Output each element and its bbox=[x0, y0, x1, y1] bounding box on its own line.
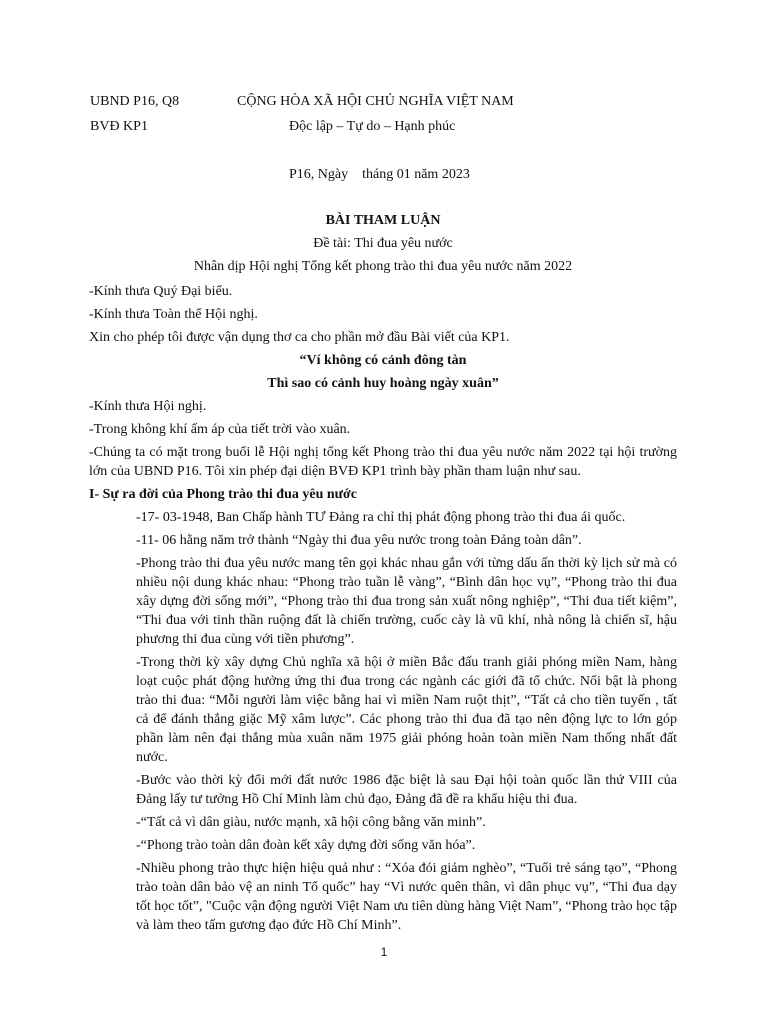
section-1-paragraph: -Trong thời kỳ xây dựng Chủ nghĩa xã hội ở miền Bắc đấu tranh giải phóng miền Nam, hàng loạt cuộc phát động hưởng ứng thi đua trong các ngành các giới đã tổ chức. Nổi bật là phong trào thi đua: “Mỗi người làm việc bằng hai vì miền Nam ruột thịt”, “Tất cả cho tiền tuyến , tất cả để đánh thắng giặc Mỹ xâm lược”. Các phong trào thi đua đã tạo nên động lực to lớn góp phần làm nên đại thắng mùa xuân năm 1975 giải phóng hoàn toàn miền Nam thống nhất đất nước. bbox=[136, 655, 677, 765]
document-body bbox=[89, 211, 677, 939]
greeting-2: -Kính thưa Toàn thể Hội nghị. bbox=[89, 307, 258, 322]
section-1-paragraph: -“Tất cả vì dân giàu, nước mạnh, xã hội công bằng văn minh”. bbox=[136, 815, 486, 830]
intro-text: Xin cho phép tôi được vận dụng thơ ca cho phần mở đầu Bài viết của KP1. bbox=[89, 330, 510, 345]
section-1-body bbox=[89, 508, 677, 935]
poem-line-1: “Ví không có cảnh đông tàn bbox=[299, 353, 467, 368]
greeting-1: -Kính thưa Quý Đại biểu. bbox=[89, 284, 233, 299]
document-date: P16, Ngày tháng 01 năm 2023 bbox=[289, 167, 470, 182]
document-occasion: Nhân dịp Hội nghị Tổng kết phong trào thi đua yêu nước năm 2022 bbox=[193, 259, 573, 274]
opening-3: -Chúng ta có mặt trong buổi lễ Hội nghị tổng kết Phong trào thi đua yêu nước năm 2022 tại hội trường lớn của UBND P16. Tôi xin phép đại diện BVĐ KP1 trình bày phần tham luận như sau. bbox=[89, 445, 677, 479]
opening-1: -Kính thưa Hội nghị. bbox=[89, 399, 207, 414]
section-1-paragraph: -“Phong trào toàn dân đoàn kết xây dựng đời sống văn hóa”. bbox=[136, 838, 476, 853]
national-motto: Độc lập – Tự do – Hạnh phúc bbox=[289, 119, 456, 134]
issuer-line-2: BVĐ KP1 bbox=[90, 119, 148, 134]
document-subject: Đề tài: Thi đua yêu nước bbox=[313, 236, 453, 251]
section-1-paragraph: -11- 06 hằng năm trở thành “Ngày thi đua yêu nước trong toàn Đảng toàn dân”. bbox=[136, 533, 582, 548]
section-1-paragraph: -Bước vào thời kỳ đổi mới đất nước 1986 đặc biệt là sau Đại hội toàn quốc lần thứ VIII của Đảng lấy tư tưởng Hồ Chí Minh làm chủ đạo, Đảng đã đề ra khẩu hiệu thi đua. bbox=[136, 773, 677, 807]
section-1-paragraph: -17- 03-1948, Ban Chấp hành TƯ Đảng ra chỉ thị phát động phong trào thi đua ái quốc. bbox=[136, 510, 626, 525]
section-1-paragraph: -Phong trào thi đua yêu nước mang tên gọi khác nhau gắn với từng dấu ấn thời kỳ lịch sử mà có nhiều nội dung khác nhau: “Phong trào tuần lễ vàng”, “Bình dân học vụ”, “Phong trào thi đua xây dựng đời sống mới”, “Phong trào thi đua trong sản xuất nông nghiệp”, “Thi đua tiết kiệm”, “Thi đua với tinh thần ruộng đất là chiến trường, cuốc cày là vũ khí, nhà nông là chiến sĩ, hậu phương thi đua cùng với tiền phương”. bbox=[136, 556, 677, 647]
issuer-line-1: UBND P16, Q8 bbox=[90, 94, 180, 109]
poem-line-2: Thì sao có cảnh huy hoàng ngày xuân” bbox=[267, 376, 499, 391]
section-1-paragraph: -Nhiều phong trào thực hiện hiệu quả như : “Xóa đói giảm nghèo”, “Tuổi trẻ sáng tạo”, “Phong trào toàn dân bảo vệ an ninh Tổ quốc” hay “Vì nước quên thân, vì dân phục vụ”, “Thi đua dạy tốt học tốt”, "Cuộc vận động người Việt Nam ưu tiên dùng hàng Việt Nam”, “Phong trào học tập và làm theo tấm gương đạo đức Hồ Chí Minh”. bbox=[136, 861, 677, 933]
document-title: BÀI THAM LUẬN bbox=[325, 213, 441, 228]
page-number: 1 bbox=[380, 945, 388, 959]
opening-2: -Trong không khí ấm áp của tiết trời vào xuân. bbox=[89, 422, 351, 437]
section-1-heading: I- Sự ra đời của Phong trào thi đua yêu nước bbox=[89, 487, 358, 502]
national-title: CỘNG HÒA XÃ HỘI CHỦ NGHĨA VIỆT NAM bbox=[237, 94, 514, 109]
